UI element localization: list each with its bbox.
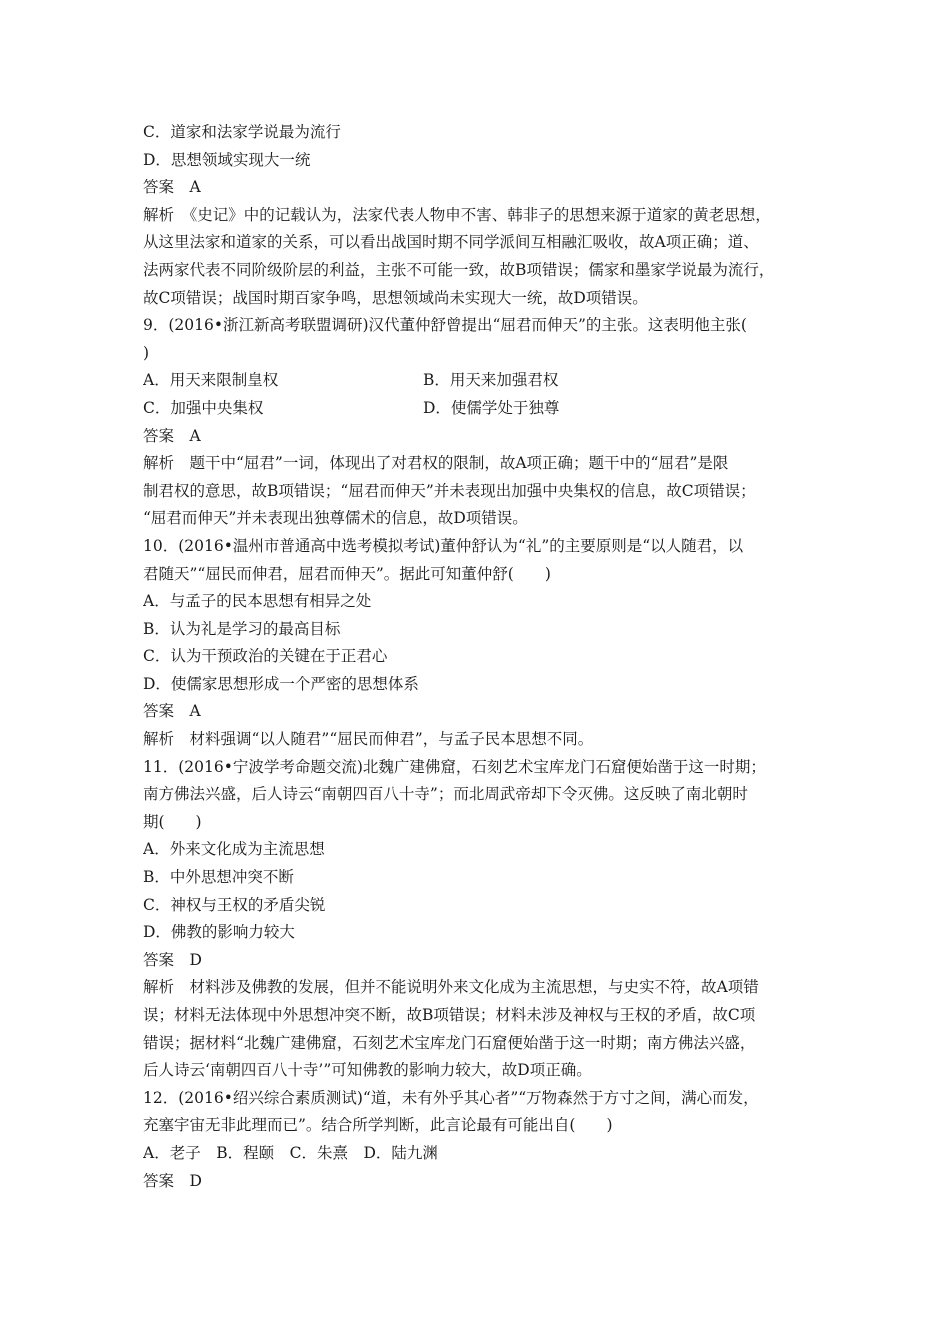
option-c: C．加强中央集权 bbox=[143, 398, 264, 417]
option-line: B．认为礼是学习的最高目标 bbox=[143, 619, 341, 638]
answer-line: 答案 A bbox=[143, 178, 201, 197]
option-line: D．佛教的影响力较大 bbox=[143, 923, 295, 942]
option-line: C．道家和法家学说最为流行 bbox=[143, 123, 341, 141]
answer-line: 答案 A bbox=[143, 702, 201, 721]
option-line: A．外来文化成为主流思想 bbox=[143, 840, 325, 859]
analysis-line: 解析 材料涉及佛教的发展，但并不能说明外来文化成为主流思想，与史实不符，故A项错 bbox=[143, 978, 759, 997]
option-line: D．使儒家思想形成一个严密的思想体系 bbox=[143, 674, 419, 693]
question-line: 9．(2016•浙江新高考联盟调研)汉代董仲舒曾提出“屈君而伸天”的主张。这表明他主张( bbox=[143, 316, 747, 335]
analysis-line: 解析 题干中“屈君”一词，体现出了对君权的限制，故A项正确；题干中的“屈君”是限 bbox=[143, 454, 729, 473]
answer-line: 答案 D bbox=[143, 1171, 202, 1190]
analysis-line: 故C项错误；战国时期百家争鸣，思想领域尚未实现大一统，故D项错误。 bbox=[143, 288, 648, 307]
analysis-line: 制君权的意思，故B项错误；“屈君而伸天”并未表现出加强中央集权的信息，故C项错误； bbox=[143, 481, 756, 500]
analysis-line: “屈君而伸天”并未表现出独尊儒术的信息，故D项错误。 bbox=[143, 509, 528, 528]
options-row bbox=[143, 367, 823, 395]
answer-line: 答案 A bbox=[143, 426, 201, 445]
analysis-line: 后人诗云‘南朝四百八十寺’”可知佛教的影响力较大，故D项正确。 bbox=[143, 1061, 592, 1080]
question-line: 充塞宇宙无非此理而已”。结合所学判断，此言论最有可能出自( ) bbox=[143, 1116, 613, 1135]
option-line: C．认为干预政治的关键在于正君心 bbox=[143, 647, 388, 666]
question-line: 10．(2016•温州市普通高中选考模拟考试)董仲舒认为“礼”的主要原则是“以人随君，以 bbox=[143, 536, 744, 555]
page-content bbox=[143, 119, 823, 1195]
option-d: D．使儒学处于独尊 bbox=[423, 398, 560, 417]
options-row bbox=[143, 395, 823, 423]
option-a: A．用天来限制皇权 bbox=[143, 371, 279, 390]
analysis-line: 误；材料无法体现中外思想冲突不断，故B项错误；材料未涉及神权与王权的矛盾，故C项 bbox=[143, 1006, 756, 1024]
analysis-line: 解析 《史记》中的记载认为，法家代表人物申不害、韩非子的思想来源于道家的黄老思想， bbox=[143, 205, 771, 224]
option-line: B．中外思想冲突不断 bbox=[143, 868, 294, 887]
analysis-line: 解析 材料强调“以人随君”“屈民而伸君”，与孟子民本思想不同。 bbox=[143, 730, 594, 749]
question-line: 11．(2016•宁波学考命题交流)北魏广建佛窟，石刻艺术宝库龙门石窟便始凿于这一时期； bbox=[143, 757, 766, 776]
analysis-line: 从这里法家和道家的关系，可以看出战国时期不同学派间互相融汇吸收，故A项正确；道、 bbox=[143, 233, 759, 252]
question-line: ) bbox=[143, 343, 150, 362]
question-line: 君随天”“屈民而伸君，屈君而伸天”。据此可知董仲舒( ) bbox=[143, 564, 551, 583]
analysis-line: 法两家代表不同阶级阶层的利益，主张不可能一致，故B项错误；儒家和墨家学说最为流行， bbox=[143, 260, 775, 279]
option-b: B．用天来加强君权 bbox=[423, 371, 559, 390]
question-line: 南方佛法兴盛，后人诗云“南朝四百八十寺”；而北周武帝却下令灭佛。这反映了南北朝时 bbox=[143, 785, 748, 804]
option-line: C．神权与王权的矛盾尖锐 bbox=[143, 895, 326, 914]
analysis-line: 错误；据材料“北魏广建佛窟，石刻艺术宝库龙门石窟便始凿于这一时期；南方佛法兴盛， bbox=[143, 1033, 756, 1052]
question-line: 期( ) bbox=[143, 812, 202, 831]
answer-line: 答案 D bbox=[143, 950, 202, 969]
option-line: A．老子 B．程颐 C．朱熹 D．陆九渊 bbox=[143, 1143, 438, 1162]
question-line: 12．(2016•绍兴综合素质测试)“道，未有外乎其心者”“万物森然于方寸之间，满心而发， bbox=[143, 1088, 759, 1107]
option-line: D．思想领域实现大一统 bbox=[143, 150, 311, 169]
option-line: A．与孟子的民本思想有相异之处 bbox=[143, 592, 372, 611]
